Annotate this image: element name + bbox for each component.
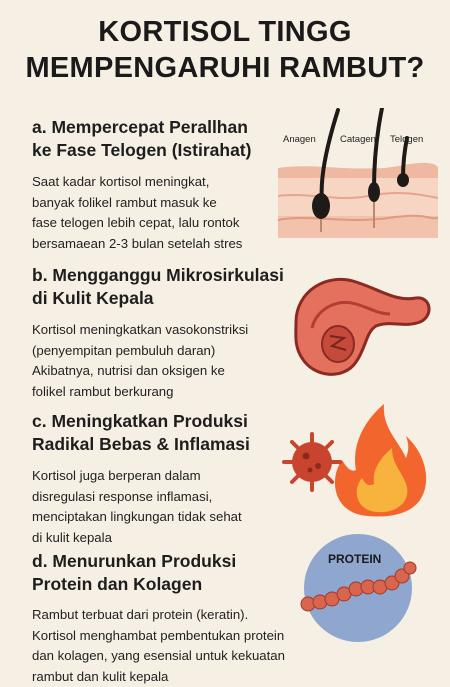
- protein-icon: [300, 532, 420, 652]
- section-a-title-line-1: a. Mempercepat Perallhan: [32, 116, 251, 139]
- blood-vessel-icon: [286, 262, 436, 392]
- hair-follicle-icon: [278, 108, 438, 248]
- telogen-label: Telogen: [390, 134, 423, 145]
- blood-vessel-illustration: [286, 262, 436, 392]
- section-b-body-line-2: (penyempitan pembuluh daran): [32, 341, 284, 362]
- section-b-title-line-2: di Kulit Kepala: [32, 287, 284, 310]
- section-c-body-line-3: menciptakan lingkungan tidak sehat: [32, 507, 250, 528]
- section-d-title: [32, 550, 285, 596]
- protein-label: PROTEIN: [328, 552, 381, 566]
- anagen-label: Anagen: [283, 134, 316, 145]
- section-a-body-line-4: bersamaean 2-3 bulan setelah stres: [32, 234, 251, 255]
- section-a-body-line-1: Saat kadar kortisol meningkat,: [32, 172, 251, 193]
- section-c-title-line-2: Radikal Bebas & Inflamasi: [32, 433, 250, 456]
- section-c: [32, 410, 250, 548]
- section-d-body-line-3: dan kolagen, yang esensial untuk kekuatan: [32, 646, 285, 667]
- section-c-body-line-2: disregulasi response inflamasi,: [32, 487, 250, 508]
- inflammation-illustration: [276, 398, 436, 520]
- section-a-body: [32, 172, 251, 254]
- section-c-body-line-4: di kulit kepala: [32, 528, 250, 549]
- section-a: [32, 116, 251, 254]
- section-b-body-line-3: Akibatnya, nutrisi dan oksigen ke: [32, 361, 284, 382]
- section-a-body-line-3: fase telogen lebih cepat, lalu rontok: [32, 213, 251, 234]
- protein-illustration: [300, 532, 420, 652]
- page-title: [0, 14, 450, 86]
- page-title-line-2: MEMPENGARUHI RAMBUT?: [0, 50, 450, 86]
- section-a-title-line-2: ke Fase Telogen (Istirahat): [32, 139, 251, 162]
- section-d-body-line-4: rambut dan kulit kepala: [32, 667, 285, 687]
- section-c-title-line-1: c. Meningkatkan Produksi: [32, 410, 250, 433]
- catagen-label: Catagen: [340, 134, 376, 145]
- section-d: [32, 550, 285, 687]
- inflammation-graphic: [276, 398, 436, 520]
- free-radical-icon: [284, 434, 340, 490]
- section-d-body-line-2: Kortisol menghambat pembentukan protein: [32, 626, 285, 647]
- section-d-title-line-1: d. Menurunkan Produksi: [32, 550, 285, 573]
- section-b-title-line-1: b. Mengganggu Mikrosirkulasi: [32, 264, 284, 287]
- section-d-title-line-2: Protein dan Kolagen: [32, 573, 285, 596]
- section-a-title: [32, 116, 251, 162]
- section-c-body-line-1: Kortisol juga berperan dalam: [32, 466, 250, 487]
- section-a-body-line-2: banyak folikel rambut masuk ke: [32, 193, 251, 214]
- section-b-body: [32, 320, 284, 402]
- section-b: [32, 264, 284, 402]
- section-d-body-line-1: Rambut terbuat dari protein (keratin).: [32, 605, 285, 626]
- section-c-title: [32, 410, 250, 456]
- fire-icon: [335, 404, 426, 516]
- section-b-title: [32, 264, 284, 310]
- section-c-body: [32, 466, 250, 548]
- page-title-line-1: KORTISOL TINGG: [0, 14, 450, 50]
- section-b-body-line-4: folikel rambut berkurang: [32, 382, 284, 403]
- hair-phase-illustration: [278, 108, 438, 248]
- section-b-body-line-1: Kortisol meningkatkan vasokonstriksi: [32, 320, 284, 341]
